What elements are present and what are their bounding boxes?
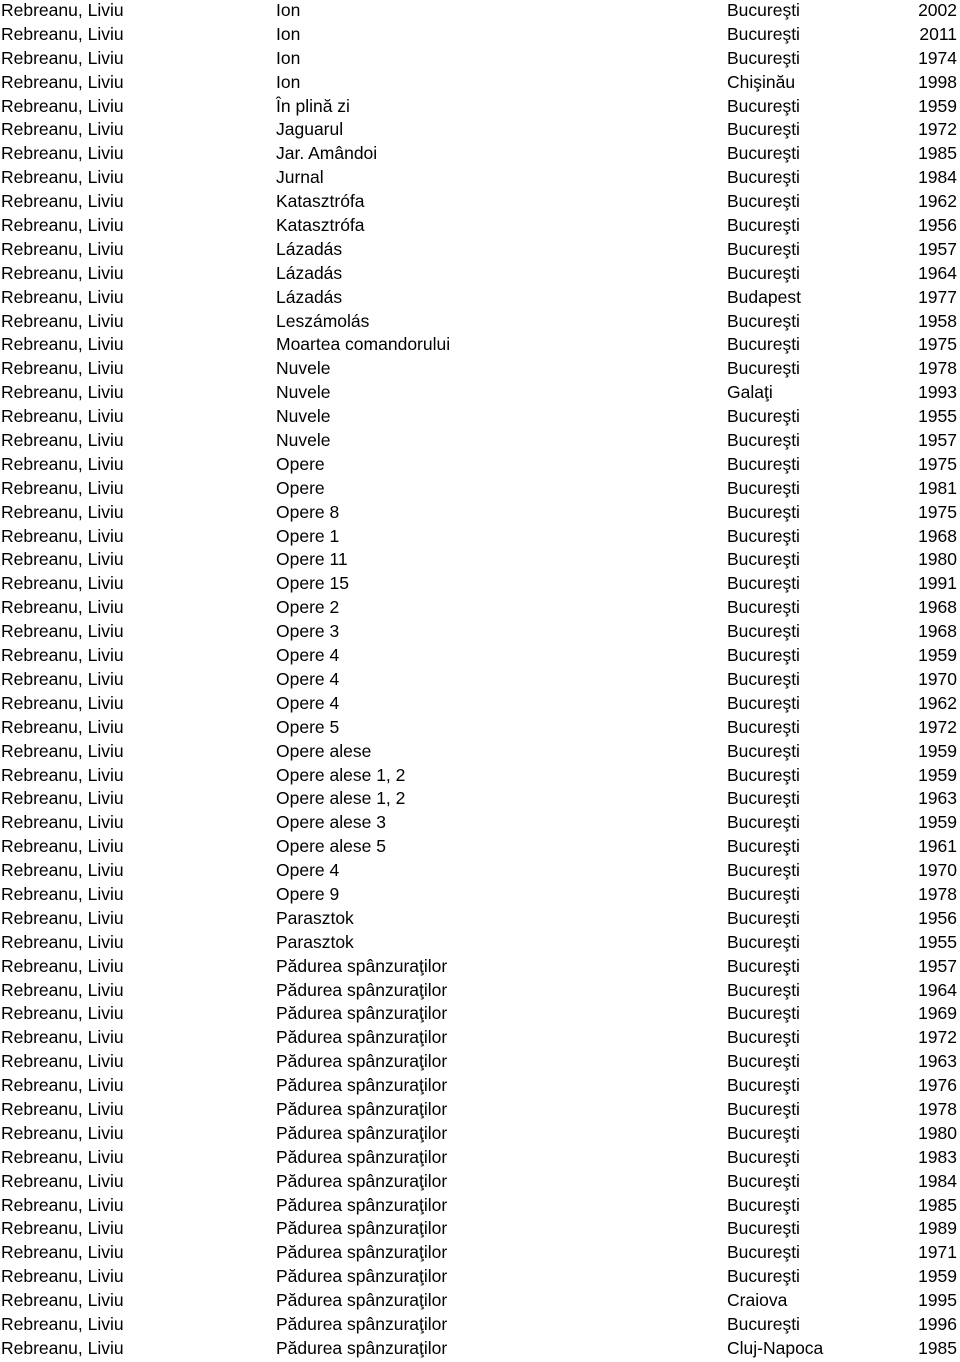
year-cell: 1972 <box>918 119 957 140</box>
catalog-row <box>0 788 960 812</box>
title-cell: Opere 4 <box>276 645 340 666</box>
city-cell: Bucureşti <box>727 453 800 474</box>
catalog-row <box>0 836 960 860</box>
year-cell: 1975 <box>918 501 957 522</box>
author-cell: Rebreanu, Liviu <box>1 788 124 809</box>
author-cell: Rebreanu, Liviu <box>1 692 124 713</box>
title-cell: Opere <box>276 453 325 474</box>
catalog-row <box>0 1218 960 1242</box>
catalog-row <box>0 1242 960 1266</box>
author-cell: Rebreanu, Liviu <box>1 883 124 904</box>
year-cell: 1978 <box>918 358 957 379</box>
year-cell: 1963 <box>918 1051 957 1072</box>
city-cell: Bucureşti <box>727 692 800 713</box>
title-cell: Moartea comandorului <box>276 334 451 355</box>
city-cell: Budapest <box>727 286 801 307</box>
city-cell: Craiova <box>727 1290 788 1311</box>
city-cell: Bucureşti <box>727 645 800 666</box>
city-cell: Bucureşti <box>727 95 800 116</box>
catalog-row <box>0 406 960 430</box>
author-cell: Rebreanu, Liviu <box>1 1194 124 1215</box>
author-cell: Rebreanu, Liviu <box>1 597 124 618</box>
city-cell: Bucureşti <box>727 501 800 522</box>
catalog-row <box>0 956 960 980</box>
city-cell: Bucureşti <box>727 1122 800 1143</box>
city-cell: Bucureşti <box>727 716 800 737</box>
catalog-row <box>0 1338 960 1362</box>
title-cell: Jar. Amândoi <box>276 143 378 164</box>
city-cell: Bucureşti <box>727 597 800 618</box>
author-cell: Rebreanu, Liviu <box>1 453 124 474</box>
city-cell: Bucureşti <box>727 955 800 976</box>
title-cell: Pădurea spânzuraţilor <box>276 1098 448 1119</box>
year-cell: 1980 <box>918 549 957 570</box>
year-cell: 1996 <box>918 1313 957 1334</box>
city-cell: Bucureşti <box>727 979 800 1000</box>
author-cell: Rebreanu, Liviu <box>1 1027 124 1048</box>
catalog-row <box>0 239 960 263</box>
catalog-row <box>0 1003 960 1027</box>
title-cell: Pădurea spânzuraţilor <box>276 1003 448 1024</box>
author-cell: Rebreanu, Liviu <box>1 525 124 546</box>
title-cell: Opere 1 <box>276 525 340 546</box>
city-cell: Bucureşti <box>727 525 800 546</box>
city-cell: Galaţi <box>727 382 773 403</box>
author-cell: Rebreanu, Liviu <box>1 1003 124 1024</box>
city-cell: Bucureşti <box>727 788 800 809</box>
title-cell: Ion <box>276 23 301 44</box>
author-cell: Rebreanu, Liviu <box>1 0 124 20</box>
city-cell: Bucureşti <box>727 215 800 236</box>
city-cell: Bucureşti <box>727 477 800 498</box>
year-cell: 1984 <box>918 1170 957 1191</box>
year-cell: 1969 <box>918 1003 957 1024</box>
title-cell: Ion <box>276 71 301 92</box>
catalog-row <box>0 860 960 884</box>
author-cell: Rebreanu, Liviu <box>1 1242 124 1263</box>
author-cell: Rebreanu, Liviu <box>1 119 124 140</box>
catalog-row <box>0 812 960 836</box>
year-cell: 1972 <box>918 1027 957 1048</box>
title-cell: Katasztrófa <box>276 215 365 236</box>
city-cell: Bucureşti <box>727 406 800 427</box>
title-cell: Opere 11 <box>276 549 348 570</box>
city-cell: Bucureşti <box>727 119 800 140</box>
catalog-row <box>0 693 960 717</box>
author-cell: Rebreanu, Liviu <box>1 764 124 785</box>
city-cell: Bucureşti <box>727 1051 800 1072</box>
year-cell: 1956 <box>918 215 957 236</box>
author-cell: Rebreanu, Liviu <box>1 836 124 857</box>
title-cell: Pădurea spânzuraţilor <box>276 1242 448 1263</box>
author-cell: Rebreanu, Liviu <box>1 549 124 570</box>
city-cell: Bucureşti <box>727 764 800 785</box>
author-cell: Rebreanu, Liviu <box>1 1122 124 1143</box>
year-cell: 2011 <box>919 23 957 44</box>
author-cell: Rebreanu, Liviu <box>1 47 124 68</box>
city-cell: Bucureşti <box>727 1146 800 1167</box>
catalog-row <box>0 24 960 48</box>
author-cell: Rebreanu, Liviu <box>1 1170 124 1191</box>
year-cell: 1976 <box>918 1075 957 1096</box>
author-cell: Rebreanu, Liviu <box>1 406 124 427</box>
catalog-row <box>0 980 960 1004</box>
author-cell: Rebreanu, Liviu <box>1 430 124 451</box>
catalog-row <box>0 0 960 24</box>
author-cell: Rebreanu, Liviu <box>1 262 124 283</box>
year-cell: 1956 <box>918 907 957 928</box>
author-cell: Rebreanu, Liviu <box>1 143 124 164</box>
year-cell: 1959 <box>918 645 957 666</box>
author-cell: Rebreanu, Liviu <box>1 382 124 403</box>
catalog-row <box>0 358 960 382</box>
catalog-row <box>0 478 960 502</box>
author-cell: Rebreanu, Liviu <box>1 1290 124 1311</box>
city-cell: Bucureşti <box>727 836 800 857</box>
city-cell: Chişinău <box>727 71 796 92</box>
author-cell: Rebreanu, Liviu <box>1 334 124 355</box>
year-cell: 1985 <box>918 1194 957 1215</box>
city-cell: Bucureşti <box>727 1194 800 1215</box>
city-cell: Bucureşti <box>727 430 800 451</box>
year-cell: 1993 <box>918 382 957 403</box>
catalog-row <box>0 1099 960 1123</box>
author-cell: Rebreanu, Liviu <box>1 1075 124 1096</box>
catalog-row <box>0 72 960 96</box>
title-cell: Ion <box>276 0 301 20</box>
author-cell: Rebreanu, Liviu <box>1 573 124 594</box>
title-cell: Pădurea spânzuraţilor <box>276 1266 448 1287</box>
catalog-row <box>0 549 960 573</box>
city-cell: Bucureşti <box>727 334 800 355</box>
city-cell: Bucureşti <box>727 740 800 761</box>
author-cell: Rebreanu, Liviu <box>1 501 124 522</box>
author-cell: Rebreanu, Liviu <box>1 310 124 331</box>
year-cell: 1995 <box>918 1290 957 1311</box>
catalog-row <box>0 573 960 597</box>
year-cell: 1963 <box>918 788 957 809</box>
year-cell: 1968 <box>918 621 957 642</box>
author-cell: Rebreanu, Liviu <box>1 931 124 952</box>
catalog-row <box>0 1123 960 1147</box>
author-cell: Rebreanu, Liviu <box>1 621 124 642</box>
author-cell: Rebreanu, Liviu <box>1 191 124 212</box>
title-cell: Opere 4 <box>276 692 340 713</box>
year-cell: 1970 <box>918 668 957 689</box>
title-cell: Opere 4 <box>276 860 340 881</box>
title-cell: Parasztok <box>276 931 354 952</box>
city-cell: Bucureşti <box>727 1075 800 1096</box>
title-cell: Opere 9 <box>276 883 340 904</box>
author-cell: Rebreanu, Liviu <box>1 1218 124 1239</box>
year-cell: 1964 <box>918 262 957 283</box>
catalog-row <box>0 502 960 526</box>
title-cell: Nuvele <box>276 382 331 403</box>
city-cell: Bucureşti <box>727 621 800 642</box>
year-cell: 1977 <box>918 286 957 307</box>
city-cell: Bucureşti <box>727 23 800 44</box>
title-cell: Parasztok <box>276 907 354 928</box>
title-cell: Pădurea spânzuraţilor <box>276 1218 448 1239</box>
city-cell: Bucureşti <box>727 167 800 188</box>
author-cell: Rebreanu, Liviu <box>1 955 124 976</box>
city-cell: Bucureşti <box>727 812 800 833</box>
author-cell: Rebreanu, Liviu <box>1 358 124 379</box>
catalog-row <box>0 334 960 358</box>
year-cell: 1981 <box>918 477 957 498</box>
title-cell: Pădurea spânzuraţilor <box>276 1051 448 1072</box>
city-cell: Bucureşti <box>727 860 800 881</box>
catalog-row <box>0 1147 960 1171</box>
title-cell: Opere 8 <box>276 501 340 522</box>
title-cell: Jaguarul <box>276 119 344 140</box>
title-cell: Opere 4 <box>276 668 340 689</box>
city-cell: Bucureşti <box>727 1218 800 1239</box>
city-cell: Bucureşti <box>727 883 800 904</box>
title-cell: Pădurea spânzuraţilor <box>276 1075 448 1096</box>
catalog-row <box>0 1195 960 1219</box>
year-cell: 1962 <box>918 191 957 212</box>
catalog-row <box>0 215 960 239</box>
city-cell: Bucureşti <box>727 1098 800 1119</box>
author-cell: Rebreanu, Liviu <box>1 238 124 259</box>
year-cell: 1955 <box>918 931 957 952</box>
title-cell: Opere 3 <box>276 621 340 642</box>
catalog-row <box>0 1266 960 1290</box>
title-cell: Opere alese 1, 2 <box>276 764 406 785</box>
year-cell: 2002 <box>918 0 957 20</box>
city-cell: Bucureşti <box>727 1242 800 1263</box>
city-cell: Bucureşti <box>727 1266 800 1287</box>
catalog-row <box>0 119 960 143</box>
title-cell: Opere alese 5 <box>276 836 386 857</box>
year-cell: 1985 <box>918 1337 957 1358</box>
year-cell: 1959 <box>918 1266 957 1287</box>
catalog-row <box>0 1290 960 1314</box>
city-cell: Bucureşti <box>727 238 800 259</box>
author-cell: Rebreanu, Liviu <box>1 477 124 498</box>
title-cell: Pădurea spânzuraţilor <box>276 1290 448 1311</box>
year-cell: 1957 <box>918 430 957 451</box>
year-cell: 1983 <box>918 1146 957 1167</box>
author-cell: Rebreanu, Liviu <box>1 979 124 1000</box>
catalog-row <box>0 597 960 621</box>
author-cell: Rebreanu, Liviu <box>1 1313 124 1334</box>
catalog-row <box>0 908 960 932</box>
title-cell: În plină zi <box>276 95 350 116</box>
year-cell: 1989 <box>918 1218 957 1239</box>
catalog-row <box>0 1075 960 1099</box>
city-cell: Bucureşti <box>727 573 800 594</box>
title-cell: Pădurea spânzuraţilor <box>276 1146 448 1167</box>
title-cell: Nuvele <box>276 358 331 379</box>
author-cell: Rebreanu, Liviu <box>1 907 124 928</box>
year-cell: 1991 <box>918 573 957 594</box>
title-cell: Lázadás <box>276 262 343 283</box>
title-cell: Pădurea spânzuraţilor <box>276 1027 448 1048</box>
city-cell: Bucureşti <box>727 262 800 283</box>
title-cell: Katasztrófa <box>276 191 365 212</box>
year-cell: 1959 <box>918 740 957 761</box>
catalog-row <box>0 263 960 287</box>
author-cell: Rebreanu, Liviu <box>1 1098 124 1119</box>
city-cell: Bucureşti <box>727 143 800 164</box>
catalog-row <box>0 621 960 645</box>
author-cell: Rebreanu, Liviu <box>1 1337 124 1358</box>
author-cell: Rebreanu, Liviu <box>1 716 124 737</box>
city-cell: Bucureşti <box>727 358 800 379</box>
city-cell: Bucureşti <box>727 931 800 952</box>
title-cell: Lázadás <box>276 238 343 259</box>
city-cell: Bucureşti <box>727 1027 800 1048</box>
title-cell: Opere 2 <box>276 597 340 618</box>
city-cell: Cluj-Napoca <box>727 1337 824 1358</box>
year-cell: 1961 <box>918 836 957 857</box>
year-cell: 1974 <box>918 47 957 68</box>
title-cell: Leszámolás <box>276 310 370 331</box>
catalog-row <box>0 287 960 311</box>
catalog-row <box>0 669 960 693</box>
catalog-row <box>0 48 960 72</box>
year-cell: 1962 <box>918 692 957 713</box>
author-cell: Rebreanu, Liviu <box>1 215 124 236</box>
catalog-row <box>0 741 960 765</box>
year-cell: 1959 <box>918 764 957 785</box>
year-cell: 1998 <box>918 71 957 92</box>
year-cell: 1975 <box>918 453 957 474</box>
title-cell: Pădurea spânzuraţilor <box>276 979 448 1000</box>
title-cell: Opere 15 <box>276 573 349 594</box>
catalog-row <box>0 645 960 669</box>
year-cell: 1985 <box>918 143 957 164</box>
catalog-row <box>0 1314 960 1338</box>
title-cell: Pădurea spânzuraţilor <box>276 1337 448 1358</box>
author-cell: Rebreanu, Liviu <box>1 95 124 116</box>
city-cell: Bucureşti <box>727 310 800 331</box>
title-cell: Lázadás <box>276 286 343 307</box>
year-cell: 1971 <box>918 1242 957 1263</box>
title-cell: Opere alese 1, 2 <box>276 788 406 809</box>
title-cell: Pădurea spânzuraţilor <box>276 1170 448 1191</box>
year-cell: 1955 <box>918 406 957 427</box>
title-cell: Nuvele <box>276 430 331 451</box>
title-cell: Pădurea spânzuraţilor <box>276 1313 448 1334</box>
author-cell: Rebreanu, Liviu <box>1 286 124 307</box>
year-cell: 1978 <box>918 1098 957 1119</box>
title-cell: Pădurea spânzuraţilor <box>276 955 448 976</box>
title-cell: Opere 5 <box>276 716 340 737</box>
year-cell: 1972 <box>918 716 957 737</box>
year-cell: 1964 <box>918 979 957 1000</box>
author-cell: Rebreanu, Liviu <box>1 1266 124 1287</box>
city-cell: Bucureşti <box>727 1313 800 1334</box>
author-cell: Rebreanu, Liviu <box>1 812 124 833</box>
author-cell: Rebreanu, Liviu <box>1 668 124 689</box>
title-cell: Opere alese <box>276 740 372 761</box>
catalog-row <box>0 765 960 789</box>
catalog-row <box>0 526 960 550</box>
city-cell: Bucureşti <box>727 191 800 212</box>
city-cell: Bucureşti <box>727 1003 800 1024</box>
author-cell: Rebreanu, Liviu <box>1 71 124 92</box>
author-cell: Rebreanu, Liviu <box>1 1146 124 1167</box>
catalog-row <box>0 717 960 741</box>
city-cell: Bucureşti <box>727 47 800 68</box>
catalog-row <box>0 1171 960 1195</box>
catalog-row <box>0 430 960 454</box>
author-cell: Rebreanu, Liviu <box>1 645 124 666</box>
year-cell: 1957 <box>918 955 957 976</box>
year-cell: 1968 <box>918 525 957 546</box>
catalog-row <box>0 143 960 167</box>
city-cell: Bucureşti <box>727 907 800 928</box>
year-cell: 1984 <box>918 167 957 188</box>
catalog-row <box>0 1027 960 1051</box>
catalog-row <box>0 1051 960 1075</box>
author-cell: Rebreanu, Liviu <box>1 740 124 761</box>
title-cell: Pădurea spânzuraţilor <box>276 1194 448 1215</box>
author-cell: Rebreanu, Liviu <box>1 1051 124 1072</box>
catalog-row <box>0 454 960 478</box>
catalog-row <box>0 884 960 908</box>
year-cell: 1975 <box>918 334 957 355</box>
author-cell: Rebreanu, Liviu <box>1 860 124 881</box>
author-cell: Rebreanu, Liviu <box>1 23 124 44</box>
catalog-row <box>0 382 960 406</box>
catalog-row <box>0 191 960 215</box>
city-cell: Bucureşti <box>727 0 800 20</box>
title-cell: Nuvele <box>276 406 331 427</box>
city-cell: Bucureşti <box>727 1170 800 1191</box>
year-cell: 1957 <box>918 238 957 259</box>
year-cell: 1978 <box>918 883 957 904</box>
year-cell: 1959 <box>918 95 957 116</box>
catalog-row <box>0 311 960 335</box>
author-cell: Rebreanu, Liviu <box>1 167 124 188</box>
catalog-row <box>0 932 960 956</box>
title-cell: Ion <box>276 47 301 68</box>
city-cell: Bucureşti <box>727 549 800 570</box>
title-cell: Jurnal <box>276 167 324 188</box>
year-cell: 1970 <box>918 860 957 881</box>
year-cell: 1968 <box>918 597 957 618</box>
year-cell: 1980 <box>918 1122 957 1143</box>
title-cell: Opere alese 3 <box>276 812 386 833</box>
title-cell: Pădurea spânzuraţilor <box>276 1122 448 1143</box>
year-cell: 1959 <box>918 812 957 833</box>
year-cell: 1958 <box>918 310 957 331</box>
catalog-row <box>0 96 960 120</box>
city-cell: Bucureşti <box>727 668 800 689</box>
title-cell: Opere <box>276 477 325 498</box>
catalog-row <box>0 167 960 191</box>
